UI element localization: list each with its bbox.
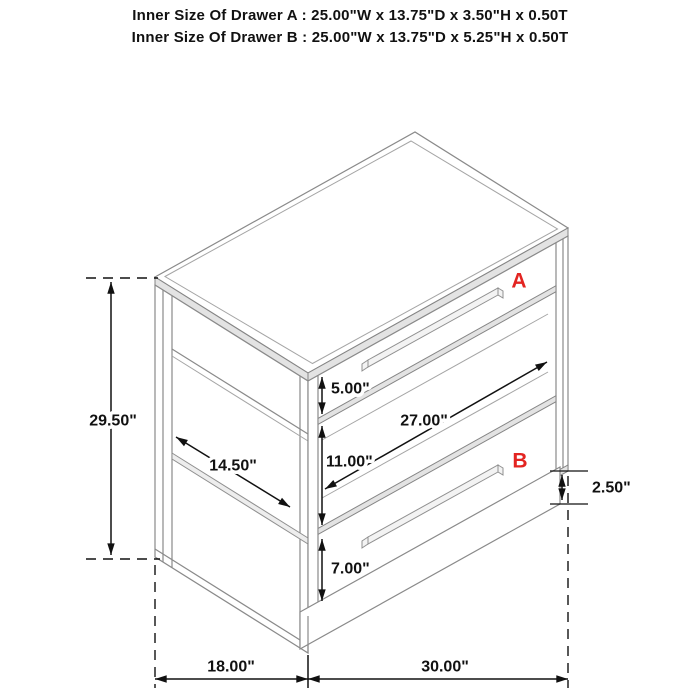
overall-depth-value: 18.00": [207, 658, 255, 676]
overall-height-value: 29.50": [89, 412, 137, 430]
shelf-width-value: 27.00": [400, 412, 448, 430]
overall-width-value: 30.00": [421, 658, 469, 676]
drawer-b-spec-text: Inner Size Of Drawer B : 25.00"W x 13.75"D x 5.25"H x 0.50T: [131, 29, 569, 46]
overall-height-dimension: [86, 278, 160, 559]
drawer-a-label: A: [511, 269, 527, 293]
drawer-a-height-value: 5.00": [331, 380, 370, 398]
shelf-depth-value: 14.50": [209, 457, 257, 475]
shelf-height-value: 11.00": [326, 453, 373, 471]
drawer-b-height-value: 7.00": [331, 560, 370, 578]
drawer-b-label: B: [512, 449, 528, 473]
overall-width-dimension: [308, 659, 568, 680]
base-height-value: 2.50": [592, 479, 631, 497]
base-height-dimension: [550, 471, 631, 504]
drawer-a-spec-text: Inner Size Of Drawer A : 25.00"W x 13.75"D x 3.50"H x 0.50T: [132, 7, 568, 24]
overall-depth-dimension: [155, 659, 308, 680]
